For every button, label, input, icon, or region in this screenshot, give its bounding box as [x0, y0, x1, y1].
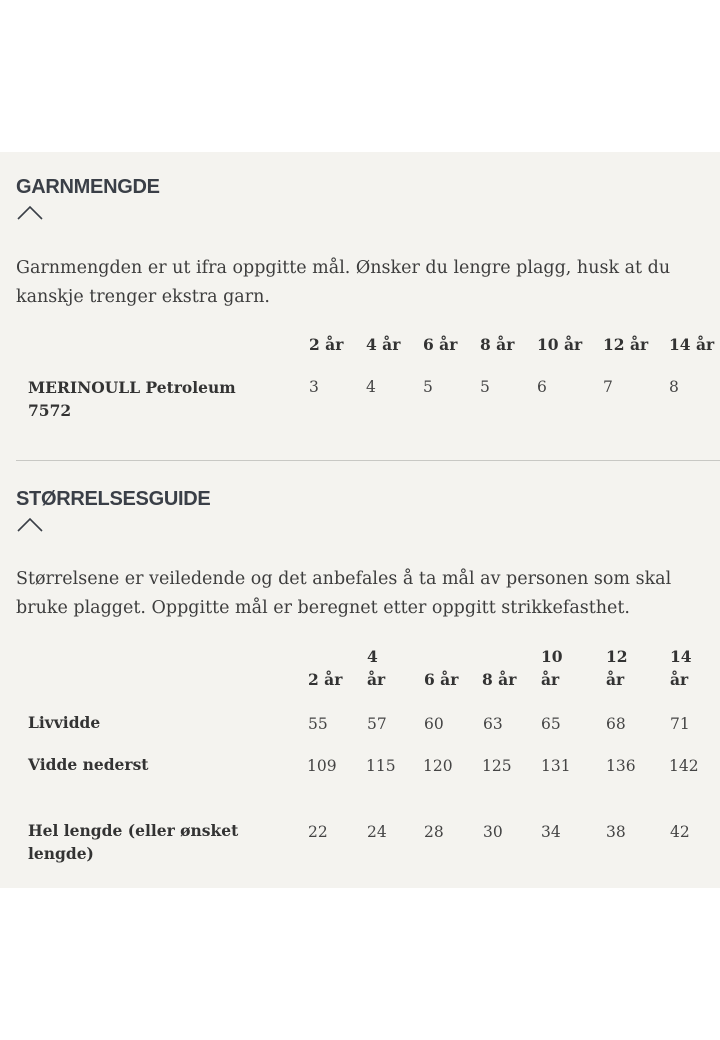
row-label: Livvidde — [28, 713, 101, 732]
table-cell: 28 — [424, 823, 444, 841]
yarn-amount-heading: GARNMENGDE — [16, 176, 160, 198]
column-header: 12 år — [606, 647, 628, 689]
table-cell: 38 — [606, 823, 626, 841]
table-cell: 142 — [669, 757, 699, 775]
table-cell: 30 — [483, 823, 503, 841]
table-cell: 71 — [670, 715, 690, 733]
table-cell: 3 — [309, 378, 319, 396]
column-header: 10 år — [537, 335, 583, 354]
table-cell: 5 — [423, 378, 433, 396]
table-cell: 24 — [367, 823, 387, 841]
table-cell: 125 — [482, 757, 512, 775]
table-cell: 22 — [308, 823, 328, 841]
column-header: 8 år — [480, 335, 515, 354]
column-header: 14 år — [669, 335, 715, 354]
table-cell: 65 — [541, 715, 561, 733]
table-cell: 60 — [424, 715, 444, 733]
column-header: 2 år — [309, 335, 344, 354]
yarn-amount-intro: Garnmengden er ut ifra oppgitte mål. Ønsker du lengre plagg, husk at du kanskje trenger ekstra garn. — [16, 258, 671, 307]
yarn-amount-toggle[interactable] — [16, 204, 44, 220]
row-label: Hel lengde (eller ønsket lengde) — [28, 821, 239, 863]
column-header: 6 år — [423, 335, 458, 354]
table-cell: 34 — [541, 823, 561, 841]
table-cell: 6 — [537, 378, 547, 396]
column-header: 2 år — [308, 670, 343, 689]
column-header: 4 år — [367, 647, 386, 689]
section-divider — [16, 460, 720, 461]
column-header: 14 år — [670, 647, 692, 689]
column-header: 12 år — [603, 335, 649, 354]
size-guide-toggle[interactable] — [16, 516, 44, 532]
table-cell: 8 — [669, 378, 679, 396]
table-cell: 120 — [423, 757, 453, 775]
table-cell: 115 — [366, 757, 396, 775]
size-guide-intro: Størrelsene er veiledende og det anbefales å ta mål av personen som skal bruke plagget. Oppgitte mål er beregnet etter oppgitt strikkefasthet. — [16, 569, 672, 618]
table-cell: 68 — [606, 715, 626, 733]
table-cell: 55 — [308, 715, 328, 733]
table-cell: 131 — [541, 757, 571, 775]
chevron-up-icon — [16, 516, 44, 532]
table-cell: 57 — [367, 715, 387, 733]
column-header: 10 år — [541, 647, 563, 689]
table-cell: 4 — [366, 378, 376, 396]
table-cell: 7 — [603, 378, 613, 396]
pattern-info-panel — [0, 152, 720, 888]
row-label: MERINOULL Petroleum 7572 — [28, 378, 236, 420]
column-header: 4 år — [366, 335, 401, 354]
table-cell: 63 — [483, 715, 503, 733]
size-guide-heading: STØRRELSESGUIDE — [16, 488, 211, 510]
table-cell: 136 — [606, 757, 636, 775]
chevron-up-icon — [16, 204, 44, 220]
row-label: Vidde nederst — [28, 755, 149, 774]
column-header: 8 år — [482, 670, 517, 689]
table-cell: 109 — [307, 757, 337, 775]
table-cell: 5 — [480, 378, 490, 396]
table-cell: 42 — [670, 823, 690, 841]
column-header: 6 år — [424, 670, 459, 689]
